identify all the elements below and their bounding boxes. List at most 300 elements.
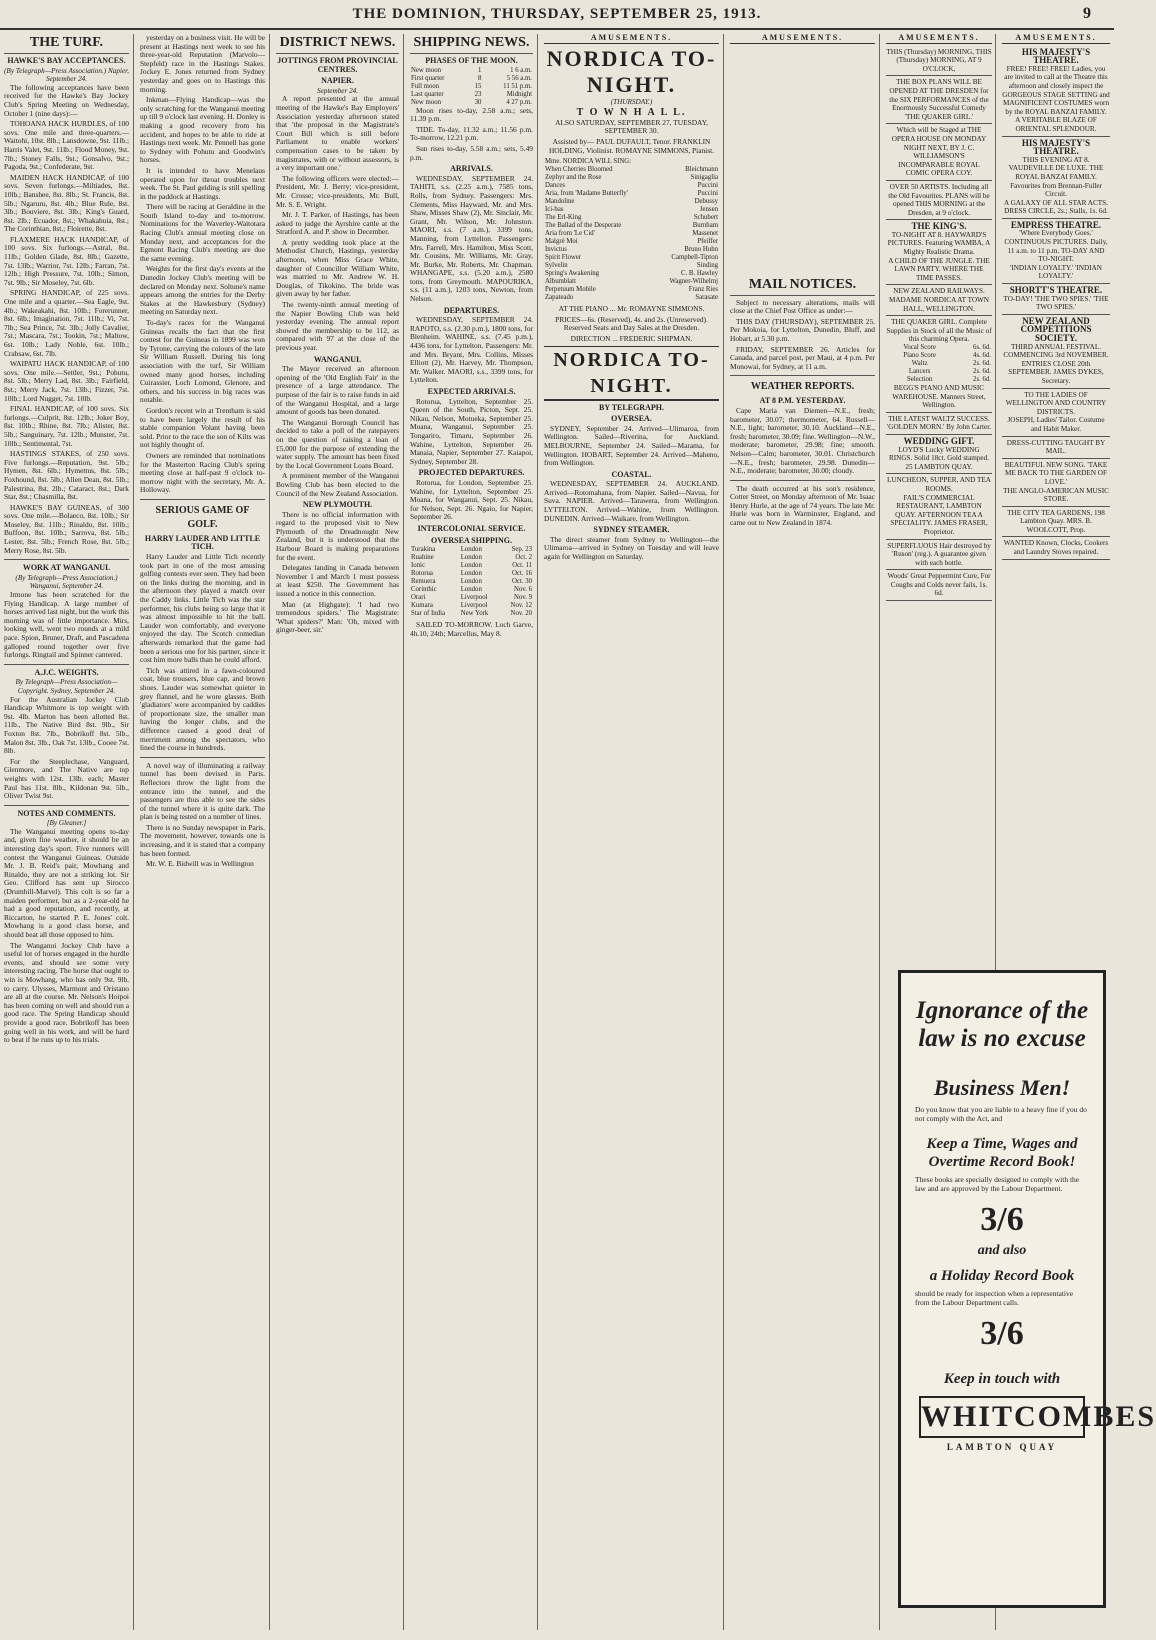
turf-dateline: (By Telegraph—Press Association.) Napier, September 24. xyxy=(4,66,129,84)
ship-date: Oct. 16 xyxy=(511,570,532,578)
ad-body: These books are specially designed to comply with the law and are approved by the Labour Department. xyxy=(915,1175,1080,1193)
district-paragraph: Man (at Highgate): 'I had two tremendous spiders.' The Magistrate: 'What spiders?' Man: 'Oh, mixed with ginger-beer, sir.' xyxy=(276,599,399,635)
district-paragraph: A pretty wedding took place at the Methodist Church, Hastings, yesterday afternoon, when Miss Grace White, daughter of Councillor William White, was married to Mr. Andrew W. H. Douglas, of Tikokino. The bride was given away by her father. xyxy=(276,237,399,299)
napier-dateline: September 24. xyxy=(316,86,359,95)
programme-composer: Wagner-Wilhelmj xyxy=(669,278,718,286)
district-paragraph: There is no official information with regard to the proposed visit to New Plymouth of the Dreadnought New Zealand, but it is understood that the Harbour Board is making preparations for the event. xyxy=(276,509,399,562)
table-row xyxy=(544,166,719,174)
ad-text: THE BOX PLANS WILL BE OPENED AT THE DRESDEN for the SIX PERFORMANCES of the Enormously Successful Comedy 'THE QUAKER GIRL.' xyxy=(889,78,989,121)
ad-text: THE QUAKER GIRL. Complete Supplies in Stock of all the Music of this charming Opera. xyxy=(886,318,992,344)
moon-day: 15 xyxy=(474,82,482,90)
ad-text: 'Where Everybody Goes.' CONTINUOUS PICTURES. Daily, 11 a.m. to 11 p.m. TO-DAY AND TO-NIGHT. xyxy=(1004,229,1108,264)
golf-paragraph: Harry Lauder and Little Tich recently took part in one of the most amusing golfing contests ever seen. They had been on the links during the morning, and in the afternoon they played a match over the Caddy links. Little Tich was the star performer, his clubs being so large that it was almost impossible to hit the ball. Lauder won comfortably, and everyone enjoyed the day. The Scotch comedian afterwards remarked that the game had been a serious one for his partner, since it cost him more balls than he could afford. xyxy=(140,552,265,665)
notes-paragraph: The Wanganui Jockey Club have a useful lot of horses engaged in the hurdle events, and should see some very interesting racing. The horse that ought to win is Mowhang, who has only 9st. 9lb. to carry. Ulysses, Marmont and Oristano are all at the course. Mr. Nelson's Hoipoi has been coming on well and should run a good race. The Spring Handicap should provide a good race. Bobrikoff has been going well in his work, and will be hard to beat if he runs up to his trials. xyxy=(4,940,129,1045)
ship-date: Oct. 30 xyxy=(511,578,532,586)
oversea-heading: OVERSEA SHIPPING. xyxy=(431,535,512,545)
ad-text: FREE! FREE! FREE! Ladies, you are invited to call at the Theatre this afternoon and closely inspect the GORGEOUS STAGE SETTING and MAGNIFICENT COSTUMES worn by the ROYAL BANZAI FAMILY. xyxy=(1002,64,1110,116)
ad-text: BEAUTIFUL NEW SONG. 'TAKE ME BACK TO THE GARDEN OF LOVE.' xyxy=(1004,460,1108,486)
moon-time: 11 51 p.m. xyxy=(503,82,532,90)
district-paragraph: Mr. J. T. Parker, of Hastings, has been asked to judge the Ayrshire cattle at the Stratford A. and P. show in December. xyxy=(276,210,399,237)
programme-item: Zephyr and the Rose xyxy=(545,174,602,182)
divider xyxy=(140,499,265,500)
column-turf-continued xyxy=(140,34,270,1630)
napier-heading: NAPIER. xyxy=(321,76,354,86)
whitcombes-advertisement xyxy=(898,970,1156,1608)
sydney-steamer-heading: SYDNEY STEAMER. xyxy=(593,525,670,535)
ad-kings xyxy=(886,220,992,285)
mail-text: Subject to necessary alterations, mails will close at the Chief Post Office as under:— xyxy=(730,297,875,316)
ship-date: Nov. 12 xyxy=(510,602,532,610)
table-row xyxy=(886,360,992,368)
table-row xyxy=(544,182,719,190)
table-row xyxy=(886,352,992,360)
ship-name: Turakina xyxy=(411,546,436,554)
ad-text: 'INDIAN LOYALTY.' 'INDIAN LOYALTY.' xyxy=(1010,263,1102,281)
ad-text: THIRD ANNUAL FESTIVAL. COMMENCING 3rd NOVEMBER. ENTRIES CLOSE 20th SEPTEMBER. JAMES DYKES, Secretary. xyxy=(1003,342,1109,385)
masthead xyxy=(0,0,1114,30)
weather-time: AT 8 P.M. YESTERDAY. xyxy=(759,396,846,406)
programme-composer: Campbell-Tipton xyxy=(671,254,718,262)
nordica-day: (THURSDAY.) xyxy=(610,97,653,106)
programme-item: The Ballad of the Desperate xyxy=(545,222,622,230)
table-row xyxy=(544,190,719,198)
district-paragraph: The Mayor received an afternoon opening of the 'Old English Fair' in the presence of a large attendance. The purpose of the fair is to raise funds in aid of the Wanganui Hospital, and a large amount of goods has been donated. xyxy=(276,364,399,417)
table-row xyxy=(410,594,533,602)
ad-text: A CHILD OF THE JUNGLE. THE LAWN PARTY. WHERE THE TIME PASSES. xyxy=(888,256,990,282)
programme-composer: Puccini xyxy=(697,190,718,198)
programme-item: When Cherries Bloomed xyxy=(545,166,613,174)
programme-composer: Massenet xyxy=(692,230,718,238)
ship-name: Kumara xyxy=(411,602,433,610)
table-row xyxy=(544,158,719,166)
divider xyxy=(140,757,265,758)
ad-opera-house xyxy=(886,124,992,181)
ad-wanted xyxy=(1002,537,1110,559)
music-price: 6s. 6d. xyxy=(973,344,991,351)
table-row xyxy=(410,602,533,610)
column-amusements-2 xyxy=(1002,34,1110,964)
ad-text: THIS (Thursday) MORNING, THIS (Thursday) MORNING, AT 9 O'CLOCK, xyxy=(886,47,992,73)
ad-price: 3/6 xyxy=(980,1315,1024,1352)
ad-text: DRESS-CUTTING TAUGHT BY MAIL. xyxy=(1006,438,1106,456)
district-paragraph: A report presented at the annual meeting of the Hawke's Bay Employers' Association yesterday afternoon stated that 'the proposal in the Magistrate's Court Bill which is still before Parliament to enable workers' compensation cases to be taken by magistrates, with or without assessors, is a very important one.' xyxy=(276,94,399,173)
turf-paragraph: TOHOANA HACK HURDLES, of 100 sovs. One mile and three-quarters.—Waitohi, 10st. 8lb.; Lansdowne, 9st. 11lb.; Harris Valet, 9st. 11lb.; Flood Money, 9st. 7lb.; Stoney Falls, 9st.; Gonsalvo, 9st.; Pagoda, 9st.; Confederate, 9st. xyxy=(4,119,129,172)
table-row xyxy=(544,238,719,246)
ad-peppermint xyxy=(886,570,992,601)
notes-heading: NOTES AND COMMENTS. xyxy=(17,808,116,818)
moon-label: New moon xyxy=(411,66,442,74)
ad-business-men: Business Men! xyxy=(933,1075,1071,1100)
turf-paragraph: The following acceptances have been received for the Hawke's Bay Jockey Club's Spring Meeting on Wednesday, October 1 (nine days):— xyxy=(4,82,129,118)
ad-and-also: and also xyxy=(977,1243,1027,1258)
table-row xyxy=(544,262,719,270)
coastal-news: WEDNESDAY, SEPTEMBER 24. AUCKLAND. Arrived—Rotomahana, from Napier. Sailed—Navua, for Suva. NAPIER. Arrived—Tarawera, from Wellington. LYTTELTON. Arrived—Wahine, from Wellington. DUNEDIN. Arrived—Waikare, from Wellington. xyxy=(544,479,719,523)
music-item: Waltz xyxy=(911,360,928,367)
district-paragraph: The twenty-ninth annual meeting of the Napier Bowling Club was held yesterday evening. The annual report showed the membership to be 112, as compared with 97 at the close of the previous year. xyxy=(276,300,399,352)
news-paragraph: Mr. W. E. Bidwill was in Wellington xyxy=(146,859,254,869)
ad-title: HIS MAJESTY'S THEATRE. xyxy=(1021,46,1091,66)
programme-item: Mme. NORDICA WILL SING: xyxy=(545,158,632,166)
moon-time: 1 6 a.m. xyxy=(510,66,532,74)
music-item: Vocal Score xyxy=(903,344,936,351)
moon-label: New moon xyxy=(411,98,442,106)
oversea-news-heading: OVERSEA. xyxy=(611,414,652,424)
news-paragraph: A novel way of illuminating a railway tunnel has been devised in Paris. Reflectors throw the light from the entrance into the tunnel, and the passengers are thus able to see the sides of the tunnel where it is quite dark. The plan is being tested on a number of lines. xyxy=(140,760,265,822)
programme-composer: Sinigaglia xyxy=(690,174,718,182)
ad-text: THE CITY TEA GARDENS, 198 Lambton Quay. MRS. B. WOOLCOTT, Prop. xyxy=(1007,508,1105,534)
ship-from: London xyxy=(460,586,482,594)
table-row xyxy=(544,206,719,214)
turf-subheading: HAWKE'S BAY ACCEPTANCES. xyxy=(7,56,126,65)
ajc-heading: A.J.C. WEIGHTS. xyxy=(34,667,99,677)
projected-text: Rotorua, for London, September 25. Wahine, for Lyttelton, September 25. Moana, for Wanganui, Sept. 25. Nikau, for Nelson, Sept. 26. Ngaio, for Napier, September 26. xyxy=(410,477,533,522)
table-row xyxy=(410,91,533,99)
moon-time: 4 27 p.m. xyxy=(506,98,532,106)
ship-from: Liverpool xyxy=(460,594,488,602)
table-row xyxy=(544,230,719,238)
ship-from: London xyxy=(460,554,482,562)
table-row xyxy=(410,554,533,562)
moon-day: 23 xyxy=(474,90,482,98)
ship-from: London xyxy=(460,562,482,570)
sun-line: Sun rises to-day, 5.58 a.m.; sets, 5.49 p.m. xyxy=(410,143,533,162)
obituary-text: The death occurred at his son's residence, Cotter Street, on Monday afternoon of Mr. Isaac Henry Hurle, at the age of 74 years. The late Mr. Hurle was born in Warminster, England, and came out to New Zealand in 1874. xyxy=(730,483,875,528)
ship-from: London xyxy=(460,570,482,578)
oversea-news: SYDNEY, September 24. Arrived—Ulimaroa, from Wellington. Sailed—Riverina, for Auckland. MELBOURNE, September 24. Sailed—Marama, for Wellington. HOBART, September 24. Arrived—Maheno, from Wellington. xyxy=(544,423,719,468)
moon-time: Midnight xyxy=(506,90,532,98)
ad-text: Woods' Great Peppermint Cure, For Coughs and Colds never fails, 1s. 6d. xyxy=(887,572,991,598)
turf-heading: THE TURF. xyxy=(4,36,129,54)
district-paragraph: Delegates landing in Canada between November 1 and March 1 must possess at least $250. The Government has issued a notice in this connection. xyxy=(276,563,399,599)
turf-paragraph: Owners are reminded that nominations for the Masterton Racing Club's spring meeting close at half-past 9 o'clock to-morrow night with the secretary, Mr. A. Holloway. xyxy=(140,450,265,495)
programme-item: Albumblatt xyxy=(545,278,576,286)
moon-heading: PHASES OF THE MOON. xyxy=(425,56,518,65)
divider xyxy=(4,664,129,665)
column-shipping xyxy=(410,34,538,1630)
ship-name: Star of India xyxy=(411,610,445,618)
column-mail xyxy=(730,34,880,1630)
moon-day: 30 xyxy=(474,98,482,106)
ad-music xyxy=(886,316,992,413)
turf-paragraph: There will be racing at Geraldine in the South Island to-day and to-morrow. Nominations for the Waverley-Waitotara Racing Club's annual meeting close on Monday next, and acceptances for the Egmont Racing Club's meeting are due the same evening. xyxy=(140,202,265,263)
ad-text: TO-DAY! 'THE TWO SPIES.' 'THE TWO SPIES.' xyxy=(1003,294,1109,312)
programme-composer: Sarasate xyxy=(695,294,718,302)
moon-day: 1 xyxy=(478,66,482,74)
mail-text: FRIDAY, SEPTEMBER 26. Articles for Canada, and parcel post, per Maui, at 4 p.m. Per Monowai, for Sydney, at 11 a.m. xyxy=(730,344,875,371)
projected-heading: PROJECTED DEPARTURES. xyxy=(418,468,525,478)
programme-item: The Erl-King xyxy=(545,214,582,222)
ad-his-majestys xyxy=(1002,46,1110,137)
turf-paragraph: FINAL HANDICAP, of 100 sovs. Six furlongs.—Culprit, 8st. 12lb.; Joker Boy, 8st. 10lb.; Rhine, 8st. 7lb.; Alister, 8st. 5lb.; Sanguinary, 7st. 12lb.; Munster, 7st. 10lb.; Sentimental, 7st. xyxy=(4,404,129,448)
programme-item: Spirit Flower xyxy=(545,254,582,262)
arrivals-heading: ARRIVALS. xyxy=(450,164,493,174)
ad-text: FAIL'S COMMERCIAL RESTAURANT, LAMBTON QUAY. AFTERNOON TEA A SPECIALITY. JAMES FRASER, Proprietor. xyxy=(890,493,988,536)
programme-composer: Schubert xyxy=(693,214,718,222)
turf-paragraph: HAWKE'S BAY GUINEAS, of 300 sovs. One mile.—Bolaeco, 8st. 10lb.; Sir Moseley, 8st. 11lb.; Rinaldo, 8st. 10lb.; Buffoon, 8st. 10lb.; Sarrova, 8st. 5lb.; Lester, 8st. 5lb.; French Rose, 8st. 5lb.; Merry Rose, 8st. 5lb. xyxy=(4,502,129,555)
arrivals-text: WEDNESDAY, SEPTEMBER 24. TAHITI, s.s. (2.25 a.m.), 7585 tons, Rolls, from Sydney. Passengers: Mrs. Clements, Miss Hayward, Mr. and Mrs. Shaw, Misses Shaw (2), Mr. Sinclair, Mr. Grant, Mr. Wilson, Mr. Johnston. MAORI, s.s. (7 a.m.), 3399 tons, Manning, from Lyttelton. Passengers: Mrs. Farrell, Mrs. Hamilton, Miss Scott, Mr. Cousins, Mr. Williams, Mr. Gray, Mr. Burke, Mr. Roberts, Mr. Chapman. WHANGAPE, s.s. (5.20 a.m.), 2580 tons, from Greymouth. MAPOURIKA, s.s. (11 a.m.), 1203 tons, Newton, from Nelson. xyxy=(410,173,533,304)
district-paragraph: The following officers were elected:—President, Mr. J. Berry; vice-president, Mr. Crosse; vice-presidents, Mr. Bull, Mr. S. E. Wright. xyxy=(276,173,399,209)
programme-item: Spring's Awakening xyxy=(545,270,600,278)
moon-rise: Moon rises to-day, 2.58 a.m.; sets, 11.39 p.m. xyxy=(410,105,533,124)
mail-text: THIS DAY (THURSDAY), SEPTEMBER 25. Per Mokoia, for Lyttelton, Dunedin, Bluff, and Hobart, at 5.30 p.m. xyxy=(730,316,875,343)
programme-composer: Pfeiffer xyxy=(697,238,718,246)
ad-waltz xyxy=(886,413,992,435)
music-item: Piano Score xyxy=(903,352,936,359)
divider xyxy=(4,559,129,560)
weather-heading: WEATHER REPORTS. xyxy=(750,381,855,393)
ship-date: Oct. 11 xyxy=(512,562,532,570)
table-row xyxy=(544,246,719,254)
column-turf xyxy=(4,34,134,1630)
ad-title: NEW ZEALAND COMPETITIONS SOCIETY. xyxy=(1020,315,1092,343)
table-row xyxy=(544,214,719,222)
music-price: 2s. 6d. xyxy=(973,376,991,383)
ship-from: London xyxy=(460,546,482,554)
direction: DIRECTION ... FREDERIC SHIPMAN. xyxy=(570,333,693,343)
news-paragraph: There is no Sunday newspaper in Paris. The movement, however, towards one is increasing, and it is stated that a company has been formed. xyxy=(140,822,265,858)
sydney-steamer-text: The direct steamer from Sydney to Wellington—the Ulimaroa—arrived in Sydney on Tuesday and will leave again for Wellington on Saturday. xyxy=(544,534,719,562)
ad-wedding xyxy=(886,435,992,474)
work-dateline: (By Telegraph—Press Association.) Wanganui, September 24. xyxy=(15,573,118,591)
programme-item: Mandoline xyxy=(545,198,575,206)
departures-heading: DEPARTURES. xyxy=(443,305,500,315)
programme-composer: Puccini xyxy=(697,182,718,190)
ticket-prices: PRICES—6s. (Reserved), 4s. and 2s. (Unreserved). Reserved Seats and Day Sales at the Dresden. xyxy=(555,314,708,333)
ad-restaurant xyxy=(886,474,992,539)
shipping-heading: SHIPPING NEWS. xyxy=(410,36,533,54)
ad-text: THE LATEST WALTZ SUCCESS. 'GOLDEN MORN.' By John Carter. xyxy=(886,414,991,432)
ad-shortts xyxy=(1002,284,1110,315)
amusements-label: AMUSEMENTS. xyxy=(730,34,875,44)
assisting-artists: Assisted by— PAUL DUFAULT, Tenor. FRANKLIN HOLDING, Violinist. ROMAYNE SIMMONS, Pianist. xyxy=(548,136,715,155)
music-price: 4s. 6d. xyxy=(973,352,991,359)
expected-heading: EXPECTED ARRIVALS. xyxy=(427,387,516,396)
divider xyxy=(730,375,875,376)
turf-paragraph: SPRING HANDICAP, of 225 sovs. One mile and a quarter.—Sea Eagle, 9st. 4lb.; Wakeakahi, 8st. 10lb.; Forerunner, 8st. 6lb.; Imagination, 7st. 11lb.; Vi, 7st. 7lb.; Sea Prince, 7st. 3lb.; Jolly Cavalier, 7st.; Mascara, 7st.; Tookin, 7st.; Maltow, 6st. 10lb.; Lady Noble, 6st. 10lb.; Crabsaw, 6st. 7lb. xyxy=(4,288,129,358)
ad-record-book: Keep a Time, Wages and Overtime Record Book! xyxy=(926,1136,1078,1170)
ad-title: SHORTT'S THEATRE. xyxy=(1009,285,1103,296)
ad-text: JOSEPH, Ladies' Tailor. Costume and Habit Maker. xyxy=(1007,416,1105,433)
programme-item: Aria, from 'Madame Butterfly' xyxy=(545,190,628,198)
music-price: 2s. 6d. xyxy=(973,360,991,367)
ad-text: LOYD'S Lucky WEDDING RINGS. Solid 18ct. Gold stamped. 25 LAMBTON QUAY. xyxy=(888,445,990,471)
table-row xyxy=(544,254,719,262)
table-row xyxy=(410,610,533,618)
turf-paragraph: FLAXMERE HACK HANDICAP, of 100 sovs. Six furlongs.—Astral, 8st. 11lb.; Golden Glade, 8st. 8lb.; Gazette, 7st. 13lb.; Warrior, 7st. 12lb.; Farran, 7st. 12lb.; High Pressure, 7st. 10lb.; Simon, 7st. 9lb.; Sir Moseley, 7st. 6lb. xyxy=(4,234,129,287)
ad-headline: Ignorance of the law is no excuse xyxy=(915,997,1089,1052)
ad-song xyxy=(1002,459,1110,507)
ship-name: Rotorua xyxy=(411,570,433,578)
table-row xyxy=(410,570,533,578)
moon-time: 5 56 a.m. xyxy=(506,74,532,82)
ship-date: Oct. 2 xyxy=(515,554,532,562)
nordica-headline: NORDICA TO-NIGHT. xyxy=(546,45,717,97)
divider xyxy=(730,480,875,481)
table-row xyxy=(544,278,719,286)
turf-paragraph: yesterday on a business visit. He will be present at Hastings next week to see his three-year-old Reputation (Marvolo—Stepfeld) race in the Hastings Stakes. Jockey E. Jones returned from Sydney yesterday and goes on to Hastings this morning. xyxy=(140,33,265,94)
moon-label: Last quarter xyxy=(411,90,444,98)
ad-text: LUNCHEON, SUPPER, AND TEA ROOMS. xyxy=(887,476,991,493)
column-district-news xyxy=(276,34,404,1630)
table-row xyxy=(544,294,719,302)
masthead-title: THE DOMINION, THURSDAY, SEPTEMBER 25, 1913. xyxy=(352,6,762,22)
ad-title: THE KING'S. xyxy=(911,221,967,232)
oversea-table xyxy=(410,546,533,618)
turf-paragraph: To-day's races for the Wanganui Guineas recalls the fact that the first contest for the Guineas in 1899 was won by Tyrone, carrying the colours of the late Sir William Russell. During his long association with the turf, Sir William owned many good horses, including Cuirassier, Loch Lomond, Glenore, and others, and his success in big races was notable. xyxy=(140,318,265,405)
divider xyxy=(4,805,129,806)
ad-body: Do you know that you are liable to a heavy fine if you do not comply with the Act, and xyxy=(915,1105,1087,1123)
music-item: Selection xyxy=(906,376,933,383)
turf-paragraph: MAIDEN HACK HANDICAP, of 100 sovs. Seven furlongs.—Miltiades, 8st. 10lb.; Banshee, 8st. 8lb.; St. Francis, 8st. 5lb.; Ngaruru, 8st. 4lb.; Blue Rule, 8st. 3lb.; Bouviere, 8st. 3lb.; King's Guard, 8st. 2lb.; Ecuador, 8st.; Whakahuia, 8st.; The Corinthian, 8st.; Floirette, 8st. xyxy=(4,172,129,234)
ad-railways xyxy=(886,285,992,316)
new-plymouth-heading: NEW PLYMOUTH. xyxy=(302,500,373,510)
programme-composer: Debussy xyxy=(694,198,718,206)
district-heading: DISTRICT NEWS. xyxy=(276,36,399,54)
turf-paragraph: It is intended to have Menelaus operated upon for throat troubles next week. The St. Paul gelding is still spelling in the paddock at Hastings. xyxy=(140,165,265,201)
tide-line: TIDE. To-day, 11.32 a.m.; 11.56 p.m. To-morrow, 12.21 p.m. xyxy=(410,124,533,143)
programme-item: Aria from 'Le Cid' xyxy=(545,230,595,238)
turf-paragraph: Gordon's recent win at Trentham is said to have been largely the result of his stable companion Volant having been sold. Prior to the race the son of Kilts was not highly thought of. xyxy=(140,405,265,450)
district-paragraph: A prominent member of the Wanganui Bowling Club has been elected to the Council of the New Zealand Association. xyxy=(276,471,399,498)
ad-artists xyxy=(886,181,992,220)
nordica-ad-space xyxy=(730,46,875,276)
amusements-label: AMUSEMENTS. xyxy=(886,34,992,44)
ad-text: THIS EVENING AT 8. VAUDEVILLE DE LUXE. THE ROYAL BANZAI FAMILY. Favourites from Brennan-Fuller Circuit. xyxy=(1008,155,1104,199)
programme-composer: Burnham xyxy=(692,222,718,230)
ship-from: New York xyxy=(460,610,489,618)
ship-name: Remuera xyxy=(411,578,436,586)
ad-quaker-girl xyxy=(886,76,992,124)
programme-item: Ici-bas xyxy=(545,206,564,214)
ad-keep-in-touch: Keep in touch with xyxy=(943,1371,1061,1387)
mail-heading: MAIL NOTICES. xyxy=(730,278,875,296)
ship-date: Nov. 20 xyxy=(510,610,532,618)
ad-text: OVER 50 ARTISTS. Including all the Old Favourites. PLANS will be opened THIS MORNING at the Dresden, at 9 o'clock. xyxy=(888,182,990,217)
ad-competitions xyxy=(1002,315,1110,389)
table-row xyxy=(886,368,992,376)
programme-composer: Sinding xyxy=(696,262,718,270)
moon-label: Full moon xyxy=(411,82,440,90)
ad-dress-cutting xyxy=(1002,437,1110,459)
programme-composer: C. B. Hawley xyxy=(680,270,718,278)
ajc-paragraph: For the Steeplechase, Vanguard, Glenmore, and The Native are top weights with 12st. 13lb. each; Master Paul has 11st. 8lb., Kildonan 9st. 5lb., Oliver Twist 9st. xyxy=(4,756,129,801)
weather-text: Cape Maria van Diemen—N.E., fresh; barometer, 30.07; thermometer, 64. Russell—N.E., light; barometer, 30.10. Auckland—N.E., fresh; barometer, 30.09; fine. Wellington—N.W., moderate; barometer, 29.98; fine; smooth. Nelson—Calm; barometer, 30.01. Christchurch—N.E., fresh; barometer, 29.98. Dunedin—N.E., moderate; barometer, 30.00; cloudy. xyxy=(730,405,875,476)
table-row xyxy=(410,75,533,83)
ad-body: should be ready for inspection when a representative from the Labour Department calls. xyxy=(915,1289,1074,1307)
ship-from: Liverpool xyxy=(460,602,488,610)
programme-table xyxy=(544,158,719,302)
turf-paragraph: Weights for the first day's events at the Dunedin Jockey Club's meeting will be declared on Monday next. Soltune's name appears among the entries for the Derby Stakes at the Hawkesbury (Sydney) meeting on Saturday next. xyxy=(140,264,265,317)
table-row xyxy=(544,286,719,294)
ad-holiday-book: a Holiday Record Book xyxy=(929,1268,1075,1284)
ad-title: WEDDING GIFT. xyxy=(903,435,975,446)
programme-item: Malgré Moi xyxy=(545,238,578,246)
programme-composer: Franz Ries xyxy=(688,286,718,294)
town-hall: T O W N H A L L. xyxy=(576,107,687,119)
ad-text: A VERITABLE BLAZE OF ORIENTAL SPLENDOUR. xyxy=(1015,116,1097,133)
golf-paragraph: Tich was attired in a fawn-coloured coat, blue trousers, blue cap, and brown shoes. Lauder was somewhat quieter in grey flannel, and he wore glasses. Both 'gladiators' were accompanied by caddies of proportionate size, the smaller man having the longer clubs, and the difference caused a good deal of merriment among the spectators, who lined the course in hundreds. xyxy=(140,665,265,753)
programme-composer: Bleichmann xyxy=(685,166,718,174)
ship-name: Orari xyxy=(411,594,426,602)
moon-table xyxy=(410,67,533,107)
moon-day: 8 xyxy=(478,74,482,82)
column-nordica xyxy=(544,34,724,1630)
ship-date: Nov. 9 xyxy=(513,594,532,602)
departures-text: WEDNESDAY, SEPTEMBER 24. RAPOTO, s.s. (2.30 p.m.), 1800 tons, for Blenheim. WAHINE, s.s. (7.45 p.m.), 4436 tons, for Lyttelton. Passengers: Mr. and Mrs. Bryant, Mrs. Collins, Misses Elliott (2), Mr. Harvey, Mr. Thompson, Mr. Walker. MAORI, s.s., 3399 tons, for Lyttelton. xyxy=(410,315,533,385)
programme-item: Invictus xyxy=(545,246,567,254)
expected-text: Rotorua, Lyttelton, September 25. Queen of the South, Picton, Sept. 25. Nikau, Nelson, Motueka, September 25. Moana, Wanganui, September 25. Tongariro, Timaru, September 26. Wahine, Lyttelton, September 26. Manaia, Napier, September 27. Kaiapoi, Sydney, September 28. xyxy=(410,396,533,466)
programme-item: Dances xyxy=(545,182,566,190)
ad-empress xyxy=(1002,219,1110,284)
programme-composer: Jensen xyxy=(699,206,718,214)
table-row xyxy=(410,562,533,570)
also-dates: ALSO SATURDAY, SEPTEMBER 27, TUESDAY, SEPTEMBER 30. xyxy=(555,117,708,136)
table-row xyxy=(886,344,992,352)
telegraph-heading: BY TELEGRAPH. xyxy=(599,402,664,412)
ad-text: NEW ZEALAND RAILWAYS. MADAME NORDICA AT TOWN HALL, WELLINGTON. xyxy=(888,287,990,313)
turf-paragraph: HASTINGS STAKES, of 250 sovs. Five furlongs.—Reputation, 9st. 5lb.; Hymen, 8st. 6lb.; Hymettus, 8st. 5lb.; Foxhound, 8st. 5lb.; Allen Dean, 8st. 5lb.; Palestrina, 8st. 2lb.; Cataract, 8st.; Dark Star, 8st.; Chasmilla, 8st. xyxy=(4,449,129,502)
wanganui-heading: WANGANUI. xyxy=(313,354,362,364)
ad-title: HIS MAJESTY'S THEATRE. xyxy=(1021,137,1091,157)
ad-text: WANTED Known, Clocks, Cookers and Laundry Stoves repaired. xyxy=(1003,539,1109,557)
nordica-headline-bottom: NORDICA TO-NIGHT. xyxy=(544,346,719,401)
shipping-footer: SAILED TO-MORROW. Loch Garve, 4h.10, 24th; Marcellus, May 8. xyxy=(410,620,533,638)
amusements-label: AMUSEMENTS. xyxy=(1002,34,1110,44)
ship-date: Nov. 6 xyxy=(513,586,532,594)
intercolonial-heading: INTERCOLONIAL SERVICE. xyxy=(417,523,526,533)
ad-text: TO THE LADIES OF WELLINGTON AND COUNTRY DISTRICTS. xyxy=(1005,390,1107,416)
ajc-paragraph: For the Australian Jockey Club Handicap Whitmore is top weight with 9st. 4lb. Marton has been allotted 8st. 11lb., The Native Bird 8st. 9lb., Sir Foxton 8st. 7lb., Bobrikoff 8st. 5lb., Malon 8st. 3lb., Oak 7st. 13lb., Cooee 7st. 8lb. xyxy=(4,694,129,756)
work-heading: WORK AT WANGANUI. xyxy=(22,563,111,573)
table-row xyxy=(544,222,719,230)
ad-text: Which will be Staged at THE OPERA HOUSE ON MONDAY NIGHT NEXT, BY J. C. WILLIAMSON'S INCOMPARABLE ROYAL COMIC OPERA COY. xyxy=(891,126,987,178)
ship-from: London xyxy=(460,578,482,586)
ad-text: TO-NIGHT AT 8. HAYWARD'S PICTURES. Featuring WAMBA, A Mighty Realistic Drama. xyxy=(887,230,991,257)
golf-heading: SERIOUS GAME OF GOLF. xyxy=(155,504,250,530)
ad-hair xyxy=(886,540,992,571)
music-price-table xyxy=(886,344,992,384)
programme-item: Zapateado xyxy=(545,294,574,302)
ad-title: EMPRESS THEATRE. xyxy=(1010,219,1102,230)
programme-item: Perpetuum Mobile xyxy=(545,286,596,294)
ad-brand-logo: WHITCOMBES xyxy=(919,1396,1085,1438)
table-row xyxy=(544,270,719,278)
ad-text: A GALAXY OF ALL STAR ACTS. DRESS CIRCLE, 2s.; Stalls, 1s. 6d. xyxy=(1004,198,1108,216)
ad-text: BEGG'S PIANO AND MUSIC WAREHOUSE. Manners Street, Wellington. xyxy=(892,384,986,410)
table-row xyxy=(544,198,719,206)
table-row xyxy=(410,546,533,554)
ship-date: Sep. 23 xyxy=(511,546,532,554)
notes-paragraph: The Wanganui meeting opens to-day and, given fine weather, it should be an interesting day's sport. Five runners will contest the Wanganui Guineas. Outside Mr. J. B. Reid's pair, Mowhang and Rinaldo, they are not a striking lot. Sir Geo. Clifford has sent up Sirocco (Drumhill-Marvel). This colt is so far a maiden performer, but as a 2-year-old he had a good reputation, and recently, at Riccarton, he started P. E. Jones' colt. Mowhang is a good class horse, and should beat all those opposed to him. xyxy=(4,826,129,939)
programme-composer xyxy=(655,158,719,166)
district-paragraph: The Wanganui Borough Council has decided to take a poll of the ratepayers on the question of raising a loan of £5,000 for the purpose of extending the water supply. The amount has been fixed by the Local Government Loans Board. xyxy=(276,417,399,470)
turf-paragraph: Inkman—Flying Handicap—was the only scratching for the Wanganui meeting up till 9 o'clock last evening. H. Donley is making a good recovery from his accident, and hopes to be able to ride at Hastings next week. Mr. Pennell has gone to Sydney with Pohutu and Goodwin's horses. xyxy=(140,95,265,165)
music-price: 2s. 6d. xyxy=(973,368,991,375)
ad-tea-gardens xyxy=(1002,507,1110,538)
golf-subheading: HARRY LAUDER AND LITTLE TICH. xyxy=(144,533,261,552)
at-the-piano: AT THE PIANO ... Mr. ROMAYNE SIMMONS. xyxy=(558,304,705,314)
turf-paragraph: WAIPATU HACK HANDICAP, of 100 sovs. One mile.—Settler, 9st.; Pohutu, 8st. 5lb.; Merry Lad, 8st. 3lb.; Fairfield, 8st.; Merry Jack, 7st. 13lb.; Fizzer, 7st. 10lb.; Lord Nugget, 7st. 10lb. xyxy=(4,359,129,403)
ad-text: SUPERFLUOUS Hair destroyed by 'Ruson' (reg.). A guarantee given with each bottle. xyxy=(887,541,991,567)
table-row xyxy=(410,83,533,91)
ad-street: LAMBTON QUAY xyxy=(946,1442,1058,1452)
page-number: 9 xyxy=(1083,5,1092,22)
table-row xyxy=(886,376,992,384)
table-row xyxy=(544,174,719,182)
music-item: Lancers xyxy=(908,368,931,375)
table-row xyxy=(410,67,533,75)
table-row xyxy=(410,586,533,594)
